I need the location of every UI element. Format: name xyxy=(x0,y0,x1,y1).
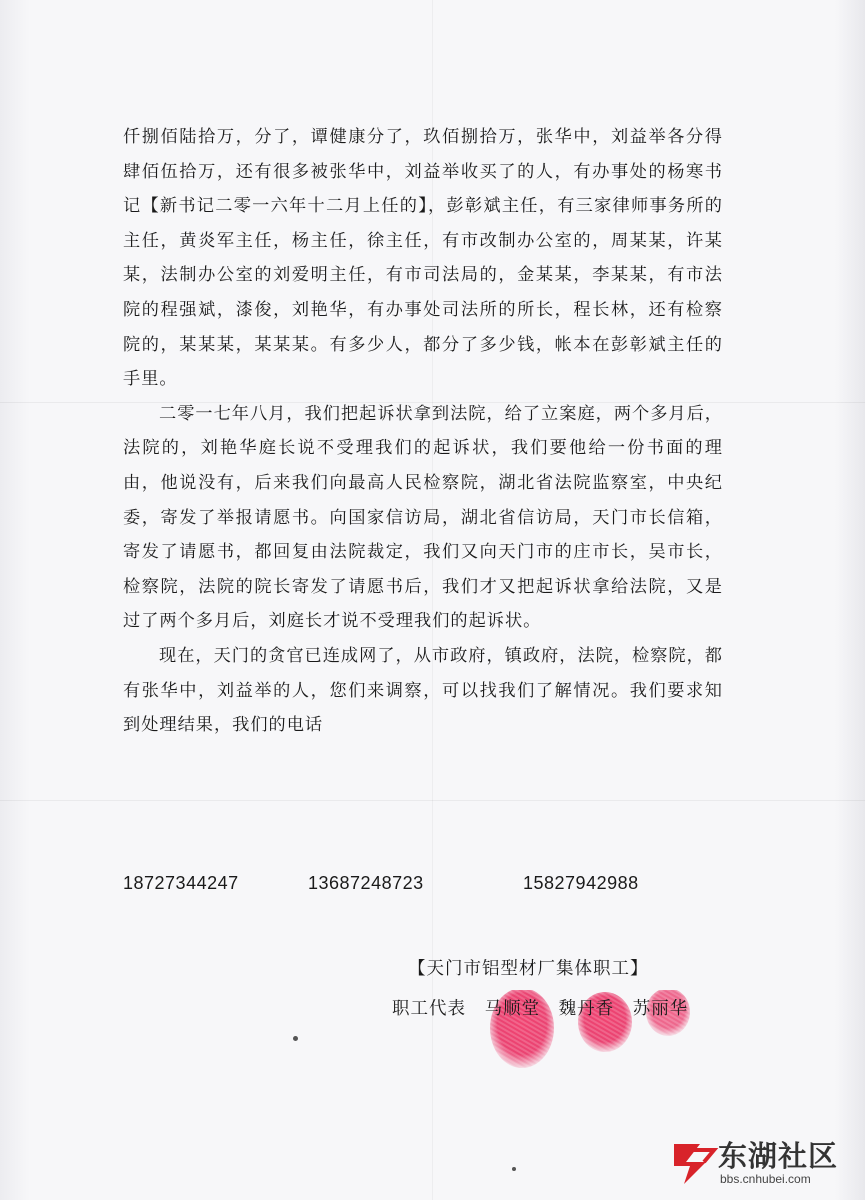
ink-speck xyxy=(293,1036,298,1041)
watermark-logo-icon xyxy=(670,1136,720,1186)
ink-speck xyxy=(512,1167,516,1171)
paragraph-3: 现在，天门的贪官已连成网了，从市政府，镇政府，法院，检察院，都有张华中，刘益举的人，您们来调察，可以找我们了解情况。我们要求知到处理结果，我们的电话 xyxy=(123,645,723,736)
watermark-title: 东湖社区 xyxy=(718,1139,839,1173)
watermark xyxy=(670,1134,855,1192)
rep-name-1: 马顺堂 xyxy=(484,999,541,1019)
watermark-url: bbs.cnhubei.com xyxy=(720,1172,811,1186)
rep-label: 职工代表 xyxy=(392,999,466,1019)
phone-number-2: 13687248723 xyxy=(308,873,424,893)
signature-representatives xyxy=(392,995,700,1020)
rep-name-2: 魏丹香 xyxy=(558,999,615,1019)
paragraph-2: 二零一七年八月，我们把起诉状拿到法院，给了立案庭，两个多月后，法院的，刘艳华庭长说不受理我们的起诉状，我们要他给一份书面的理由，他说没有，后来我们向最高人民检察院，湖北省法院监察室，中央纪委，寄发了举报请愿书。向国家信访局，湖北省信访局，天门市长信箱，寄发了请愿书，都回复由法院裁定，我们又向天门市的庄市长，吴市长，检察院，法院的院长寄发了请愿书后，我们才又把起诉状拿给法院，又是过了两个多月后，刘庭长才说不受理我们的起诉状。 xyxy=(123,403,723,632)
rep-name-3: 苏丽华 xyxy=(632,999,689,1019)
letter-body xyxy=(123,120,723,743)
phone-number-3: 15827942988 xyxy=(523,873,639,893)
paragraph-1: 仟捌佰陆拾万，分了，谭健康分了，玖佰捌拾万，张华中，刘益举各分得肆佰伍拾万，还有很多被张华中，刘益举收买了的人，有办事处的杨寒书记【新书记二零一六年十二月上任的】，彭彰斌主任，有三家律师事务所的主任，黄炎军主任，杨主任，徐主任，有市改制办公室的，周某某，许某某，法制办公室的刘爱明主任，有市司法局的，金某某，李某某，有市法院的程强斌，漆俊，刘艳华，有办事处司法所的所长，程长林，还有检察院的，某某某，某某某。有多少人，都分了多少钱，帐本在彭彰斌主任的手里。 xyxy=(123,127,723,390)
phone-number-1: 18727344247 xyxy=(123,873,239,893)
signature-organization: 【天门市铝型材厂集体职工】 xyxy=(408,959,649,979)
